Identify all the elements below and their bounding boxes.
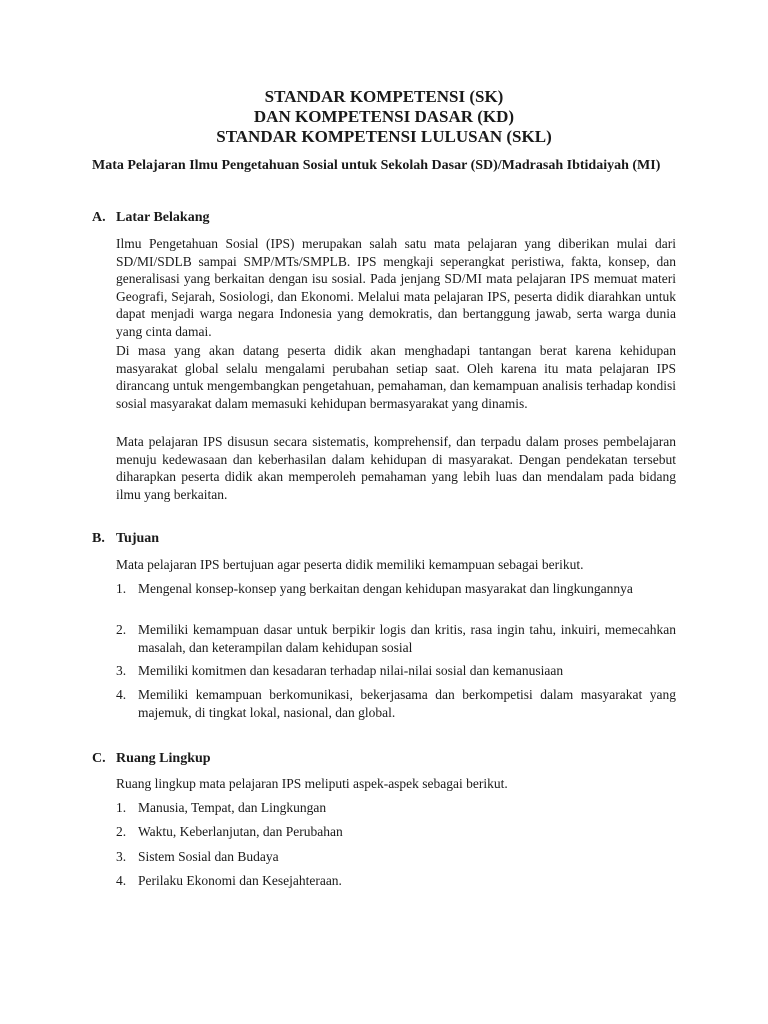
list-item xyxy=(116,848,676,866)
list-item-number: 4. xyxy=(116,687,127,702)
list-item-text: Memiliki kemampuan berkomunikasi, bekerjasama dan berkompetisi dalam masyarakat yang majemuk, di tingkat lokal, nasional, dan global. xyxy=(138,687,676,720)
list-item-text: Sistem Sosial dan Budaya xyxy=(138,849,279,864)
list-item-number: 4. xyxy=(116,873,127,888)
list-item xyxy=(116,823,676,841)
list-item xyxy=(116,662,676,680)
list-item xyxy=(116,580,676,598)
subject-subtitle: Mata Pelajaran Ilmu Pengetahuan Sosial untuk Sekolah Dasar (SD)/Madrasah Ibtidaiyah (MI) xyxy=(92,158,661,173)
list-item-text: Memiliki komitmen dan kesadaran terhadap nilai-nilai sosial dan kemanusiaan xyxy=(138,663,564,678)
section-c-heading xyxy=(92,750,211,768)
list-item-text: Manusia, Tempat, dan Lingkungan xyxy=(138,800,327,815)
list-item-text: Mengenal konsep-konsep yang berkaitan dengan kehidupan masyarakat dan lingkungannya xyxy=(138,581,633,596)
list-item-number: 1. xyxy=(116,581,127,596)
list-item xyxy=(116,621,676,657)
list-item-text: Waktu, Keberlanjutan, dan Perubahan xyxy=(138,824,343,839)
section-c-letter: C. xyxy=(92,751,106,766)
section-c-intro: Ruang lingkup mata pelajaran IPS meliputi aspek-aspek sebagai berikut. xyxy=(116,776,508,791)
list-item-number: 1. xyxy=(116,800,127,815)
section-a-title: Latar Belakang xyxy=(116,210,210,225)
list-item-text: Perilaku Ekonomi dan Kesejahteraan. xyxy=(138,873,342,888)
list-item xyxy=(116,799,676,817)
list-item-number: 3. xyxy=(116,663,127,678)
list-item xyxy=(116,872,676,890)
section-a-paragraph-3: Mata pelajaran IPS disusun secara sistematis, komprehensif, dan terpadu dalam proses pembelajaran menuju kedewasaan dan keberhasilan dalam kehidupan di masyarakat. Dengan pendekatan tersebut diharapkan peserta didik akan memperoleh pemahaman yang lebih luas dan mendalam pada bidang ilmu yang berkaitan. xyxy=(116,434,676,502)
title-line-3: STANDAR KOMPETENSI LULUSAN (SKL) xyxy=(216,127,552,146)
section-b-title: Tujuan xyxy=(116,531,160,546)
list-item-number: 2. xyxy=(116,824,127,839)
section-a-heading xyxy=(92,209,209,227)
title-line-1: STANDAR KOMPETENSI (SK) xyxy=(264,87,504,106)
document-title xyxy=(0,87,768,147)
section-b-intro: Mata pelajaran IPS bertujuan agar peserta didik memiliki kemampuan sebagai berikut. xyxy=(116,557,584,572)
list-item-number: 3. xyxy=(116,849,127,864)
section-a-paragraph-2: Di masa yang akan datang peserta didik akan menghadapi tantangan berat karena kehidupan masyarakat global selalu mengalami perubahan setiap saat. Oleh karena itu mata pelajaran IPS dirancang untuk mengembangkan pengetahuan, pemahaman, dan kemampuan analisis terhadap kondisi sosial masyarakat dalam memasuki kehidupan bermasyarakat yang dinamis. xyxy=(116,343,676,411)
section-b-letter: B. xyxy=(92,531,105,546)
list-item-text: Memiliki kemampuan dasar untuk berpikir logis dan kritis, rasa ingin tahu, inkuiri, memecahkan masalah, dan keterampilan dalam kehidupan sosial xyxy=(138,622,676,655)
section-b-heading xyxy=(92,530,159,548)
section-c-title: Ruang Lingkup xyxy=(116,751,211,766)
list-item-number: 2. xyxy=(116,622,127,637)
list-item xyxy=(116,686,676,722)
section-a-letter: A. xyxy=(92,210,106,225)
title-line-2: DAN KOMPETENSI DASAR (KD) xyxy=(253,107,515,126)
section-a-paragraph-1: Ilmu Pengetahuan Sosial (IPS) merupakan salah satu mata pelajaran yang diberikan mulai dari SD/MI/SDLB sampai SMP/MTs/SMPLB. IPS mengkaji seperangkat peristiwa, fakta, konsep, dan generalisasi yang berkaitan dengan isu sosial. Pada jenjang SD/MI mata pelajaran IPS memuat materi Geografi, Sejarah, Sosiologi, dan Ekonomi. Melalui mata pelajaran IPS, peserta didik diarahkan untuk dapat menjadi warga negara Indonesia yang demokratis, dan bertanggung jawab, serta warga dunia yang cinta damai. xyxy=(116,236,676,339)
